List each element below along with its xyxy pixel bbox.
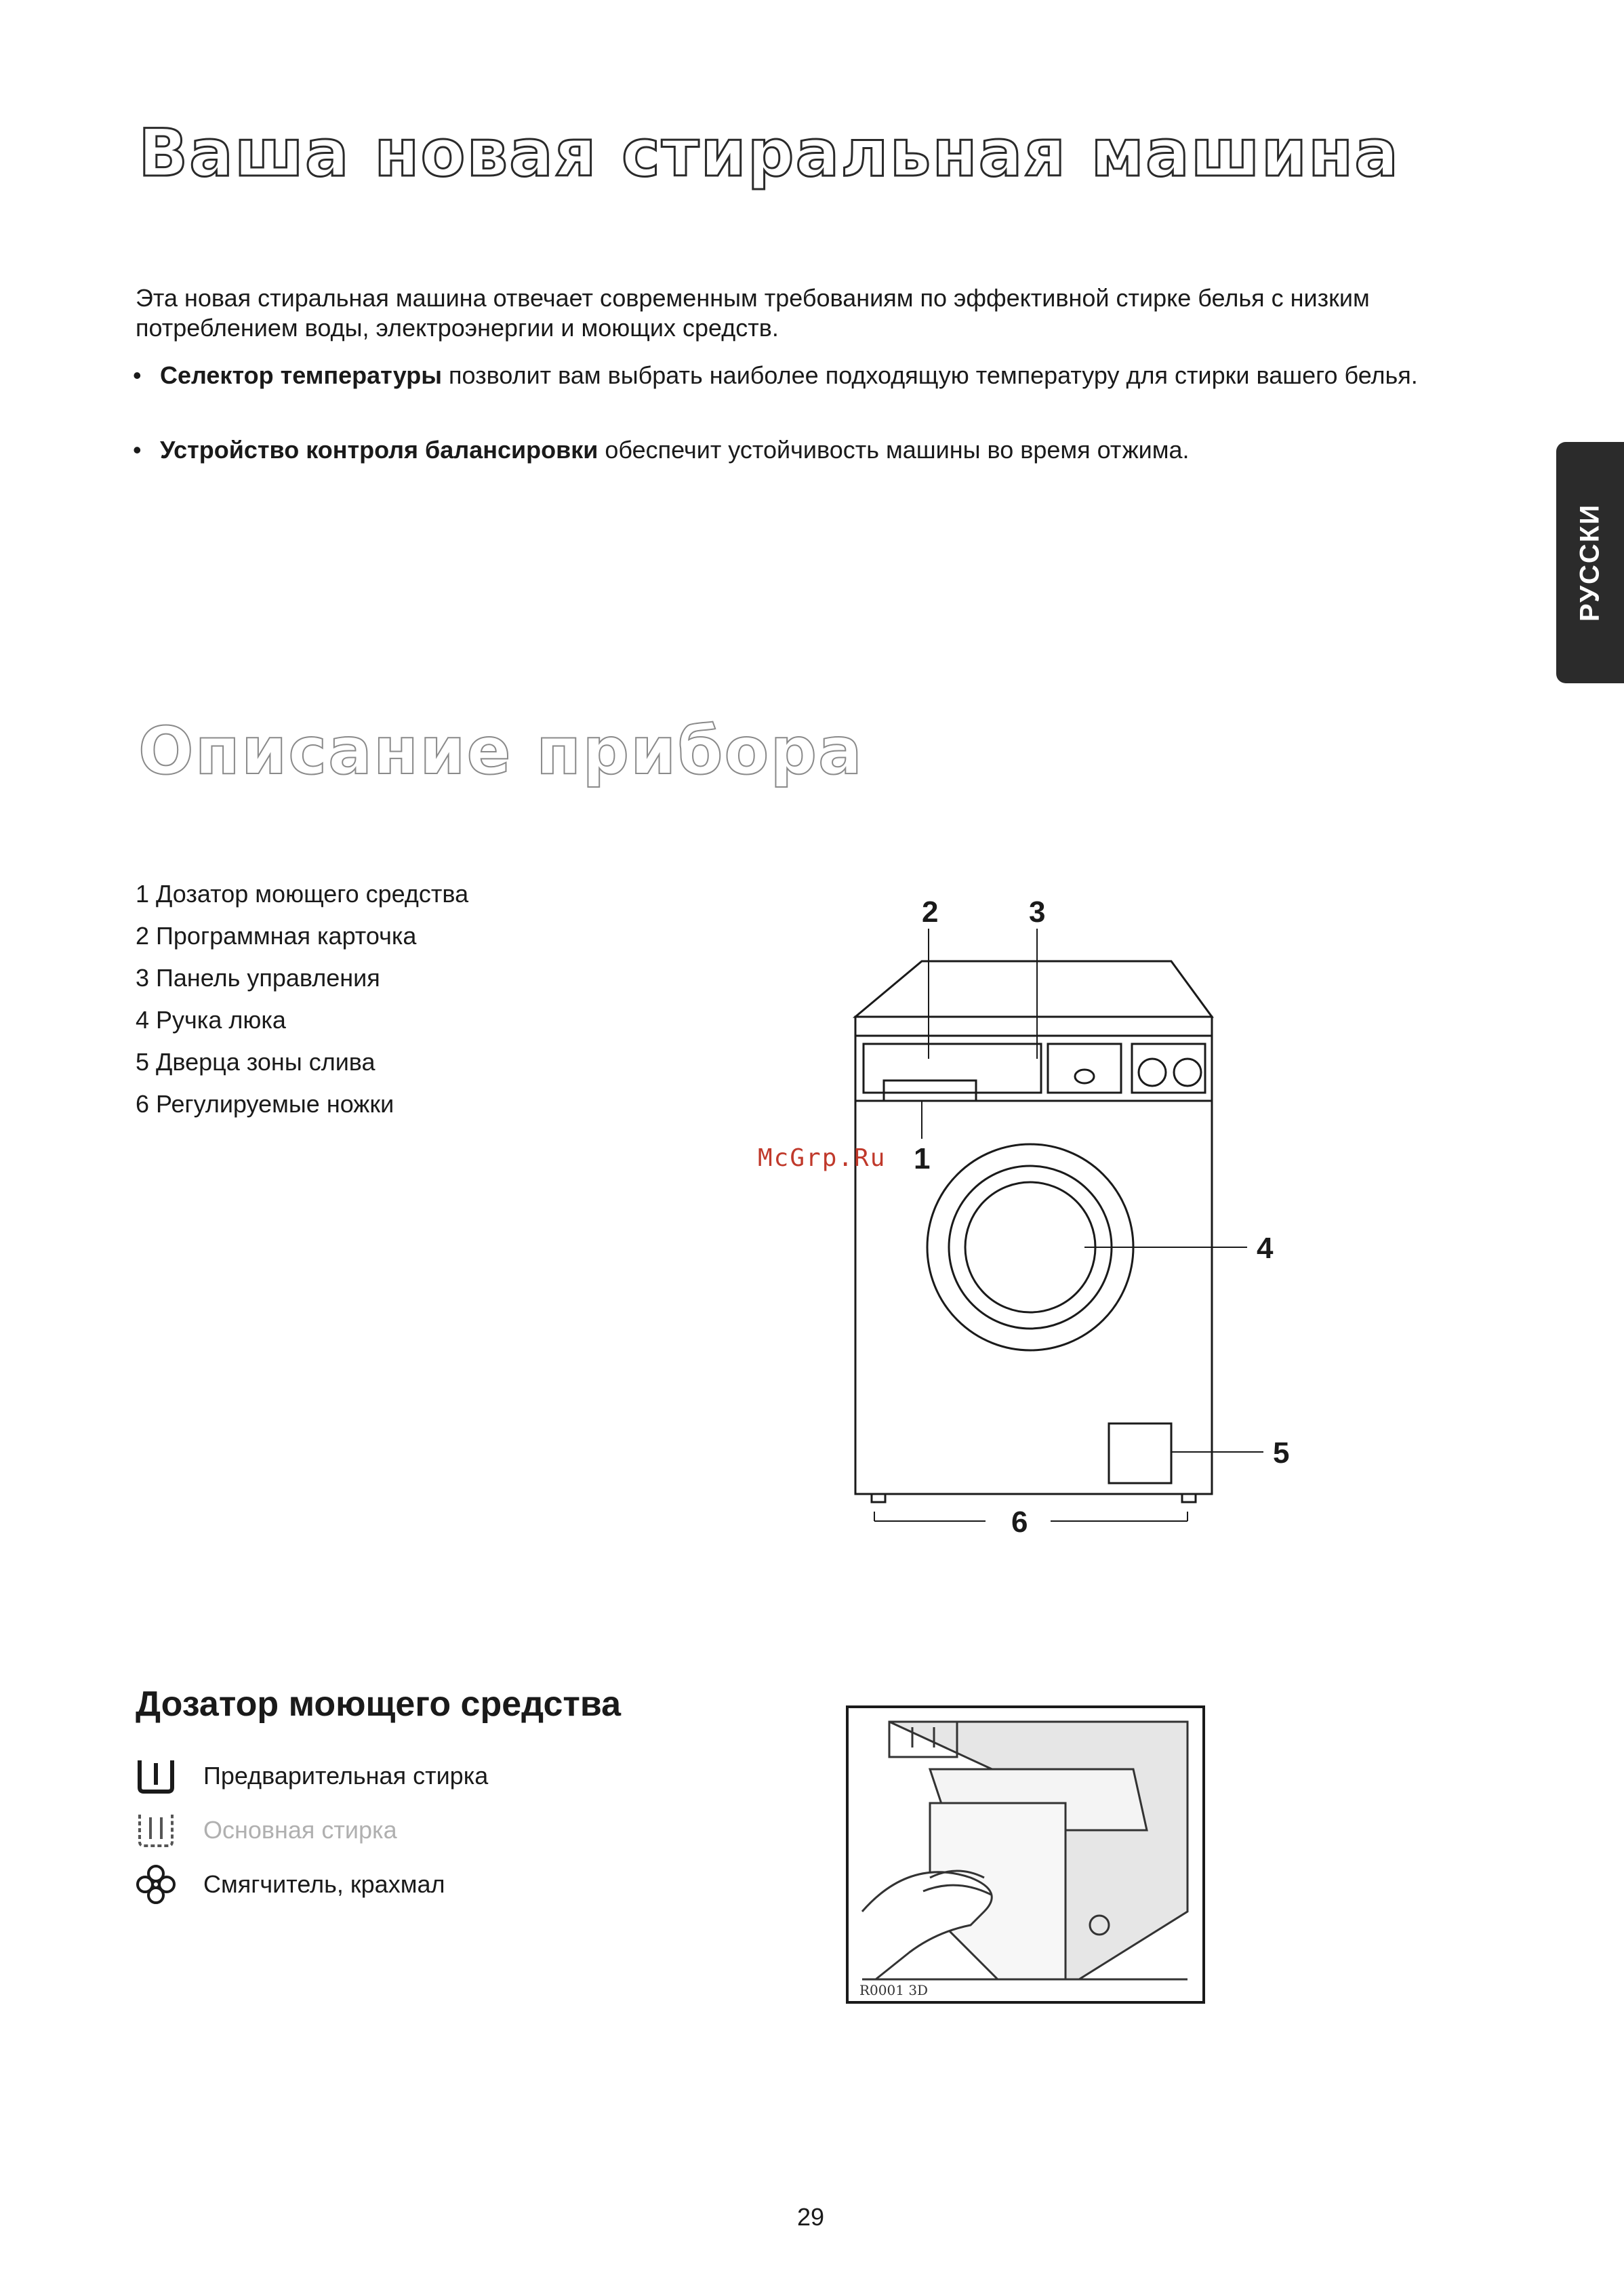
machine-top — [855, 961, 1212, 1017]
program-card-area — [864, 1044, 1041, 1093]
legend-label: Основная стирка — [203, 1816, 397, 1844]
callout-5: 5 — [1273, 1436, 1290, 1470]
mainwash-compartment-icon — [136, 1812, 203, 1848]
language-tab-label: РУССКИ — [1575, 504, 1605, 622]
parts-list-item: 2 Программная карточка — [136, 922, 417, 950]
control-panel — [855, 1036, 1212, 1101]
machine-top-edge — [855, 1017, 1212, 1036]
machine-body — [855, 1036, 1212, 1494]
section-title-description: Описание прибора — [138, 713, 864, 789]
parts-list-item: 4 Ручка люка — [136, 1006, 286, 1034]
dispenser-photo — [846, 1705, 1205, 2004]
dial-panel — [1132, 1044, 1205, 1093]
flower-softener-icon — [136, 1864, 203, 1905]
temperature-dial — [1139, 1059, 1166, 1086]
legend-label: Смягчитель, крахмал — [203, 1870, 445, 1898]
legend-item-prewash — [136, 1749, 488, 1803]
parts-list — [136, 873, 468, 1125]
feature-text: обеспечит устойчивость машины во время отжима. — [598, 436, 1190, 464]
feature-name: Устройство контроля балансировки — [160, 436, 598, 464]
callout-2: 2 — [922, 895, 939, 929]
legend-label: Предварительная стирка — [203, 1762, 489, 1790]
parts-list-item: 3 Панель управления — [136, 964, 380, 992]
drain-door — [1109, 1423, 1171, 1483]
language-tab — [1556, 442, 1624, 683]
door-glass — [965, 1182, 1095, 1312]
button — [1075, 1070, 1094, 1083]
photo-code: R0001 3D — [859, 1982, 929, 1998]
foot-right — [1182, 1494, 1196, 1502]
watermark: McGrp.Ru — [758, 1144, 887, 1172]
callout-3: 3 — [1029, 895, 1046, 929]
intro-paragraph: Эта новая стиральная машина отвечает современным требованиям по эффективной стирке белья с низким потреблением воды, электроэнергии и моющих средств. — [136, 284, 1370, 342]
callout-6: 6 — [1011, 1506, 1028, 1539]
feature-list-1 — [133, 361, 1455, 390]
washing-machine-diagram — [813, 881, 1301, 1559]
legend-item-softener — [136, 1857, 488, 1912]
feature-text: позволит вам выбрать наиболее подходящую температуру для стирки вашего белья. — [442, 361, 1418, 389]
page-title: Ваша новая стиральная машина — [138, 115, 1400, 191]
parts-list-item: 6 Регулируемые ножки — [136, 1090, 394, 1118]
legend-item-mainwash — [136, 1803, 488, 1857]
parts-list-item: 5 Дверца зоны слива — [136, 1048, 375, 1076]
dispenser-legend — [136, 1749, 488, 1912]
control-knob-panel — [1048, 1044, 1121, 1093]
detergent-dispenser-handle — [884, 1080, 976, 1101]
feature-item — [133, 435, 1455, 465]
foot-left — [872, 1494, 885, 1502]
feature-name: Селектор температуры — [160, 361, 442, 389]
callout-4: 4 — [1257, 1232, 1274, 1265]
feature-item — [133, 361, 1455, 390]
prewash-compartment-icon — [136, 1758, 203, 1794]
dispenser-section-title: Дозатор моющего средства — [136, 1684, 622, 1724]
callout-1: 1 — [914, 1142, 931, 1175]
feature-list-2 — [133, 435, 1455, 465]
program-dial — [1174, 1059, 1201, 1086]
parts-list-item: 1 Дозатор моющего средства — [136, 880, 469, 908]
page-number: 29 — [797, 2203, 825, 2231]
